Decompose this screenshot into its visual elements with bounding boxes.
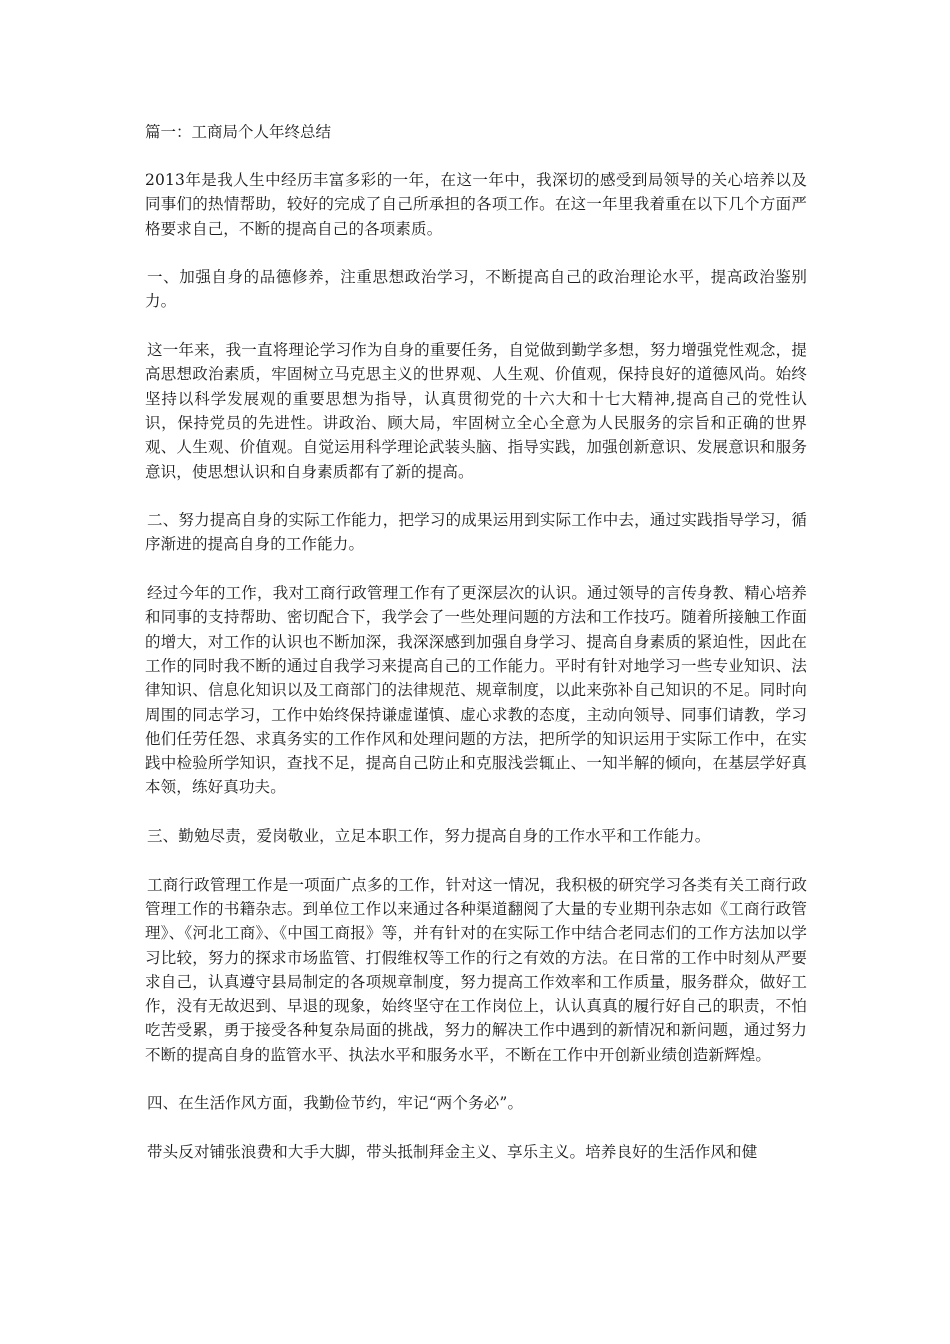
section-heading-3: 三、勤勉尽责，爱岗敬业，立足本职工作，努力提高自身的工作水平和工作能力。: [147, 827, 711, 846]
paragraph-intro: 2013年是我人生中经历丰富多彩的一年，在这一年中，我深切的感受到局领导的关心培养以及同事们的热情帮助，较好的完成了自己所承担的各项工作。在这一年里我着重在以下几个方面严格要求自己，不断的提高自己的各项素质。: [145, 171, 807, 238]
section-heading-1: 一、加强自身的品德修养，注重思想政治学习，不断提高自己的政治理论水平，提高政治鉴别力。: [145, 268, 807, 311]
paragraph-section-2: 经过今年的工作，我对工商行政管理工作有了更深层次的认识。通过领导的言传身教、精心培养和同事的支持帮助、密切配合下，我学会了一些处理问题的方法和工作技巧。随着所接触工作面的增大，对工作的认识也不断加深，我深深感到加强自身学习、提高自身素质的紧迫性，因此在工作的同时我不断的通过自我学习来提高自己的工作能力。平时有针对地学习一些专业知识、法律知识、信息化知识以及工商部门的法律规范、规章制度，以此来弥补自己知识的不足。同时向周围的同志学习，工作中始终保持谦虚谨慎、虚心求教的态度，主动向领导、同事们请教，学习他们任劳任怨、求真务实的工作作风和处理问题的方法，把所学的知识运用于实际工作中，在实践中检验所学知识，查找不足，提高自己防止和克服浅尝辄止、一知半解的倾向，在基层学好真本领，练好真功夫。: [145, 584, 807, 797]
section-heading-4: 四、在生活作风方面，我勤俭节约，牢记“两个务必”。: [147, 1094, 524, 1113]
section-heading-2: 二、努力提高自身的实际工作能力，把学习的成果运用到实际工作中去，通过实践指导学习，循序渐进的提高自身的工作能力。: [145, 511, 807, 554]
document-title: 篇一：工商局个人年终总结: [145, 123, 332, 141]
paragraph-section-4: 带头反对铺张浪费和大手大脚，带头抵制拜金主义、享乐主义。培养良好的生活作风和健: [147, 1142, 758, 1161]
paragraph-section-3: 工商行政管理工作是一项面广点多的工作，针对这一情况，我积极的研究学习各类有关工商行政管理工作的书籍杂志。到单位工作以来通过各种渠道翻阅了大量的专业期刊杂志如《工商行政管理》、《河北工商》、《中国工商报》等，并有针对的在实际工作中结合老同志们的工作方法加以学习比较，努力的探求市场监管、打假维权等工作的行之有效的方法。在日常的工作中时刻从严要求自己，认真遵守县局制定的各项规章制度，努力提高工作效率和工作质量，服务群众，做好工作，没有无故迟到、早退的现象，始终坚守在工作岗位上，认认真真的履行好自己的职责，不怕吃苦受累，勇于接受各种复杂局面的挑战，努力的解决工作中遇到的新情况和新问题，通过努力不断的提高自身的监管水平、执法水平和服务水平，不断在工作中开创新业绩创造新辉煌。: [145, 875, 807, 1064]
document-page: [145, 120, 807, 1188]
paragraph-section-1: 这一年来，我一直将理论学习作为自身的重要任务，自觉做到勤学多想，努力增强党性观念，提高思想政治素质，牢固树立马克思主义的世界观、人生观、价值观，保持良好的道德风尚。始终坚持以科学发展观的重要思想为指导，认真贯彻党的十六大和十七大精神,提高自己的党性认识，保持党员的先进性。讲政治、顾大局，牢固树立全心全意为人民服务的宗旨和正确的世界观、人生观、价值观。自觉运用科学理论武装头脑、指导实践，加强创新意识、发展意识和服务意识，使思想认识和自身素质都有了新的提高。: [145, 341, 807, 481]
